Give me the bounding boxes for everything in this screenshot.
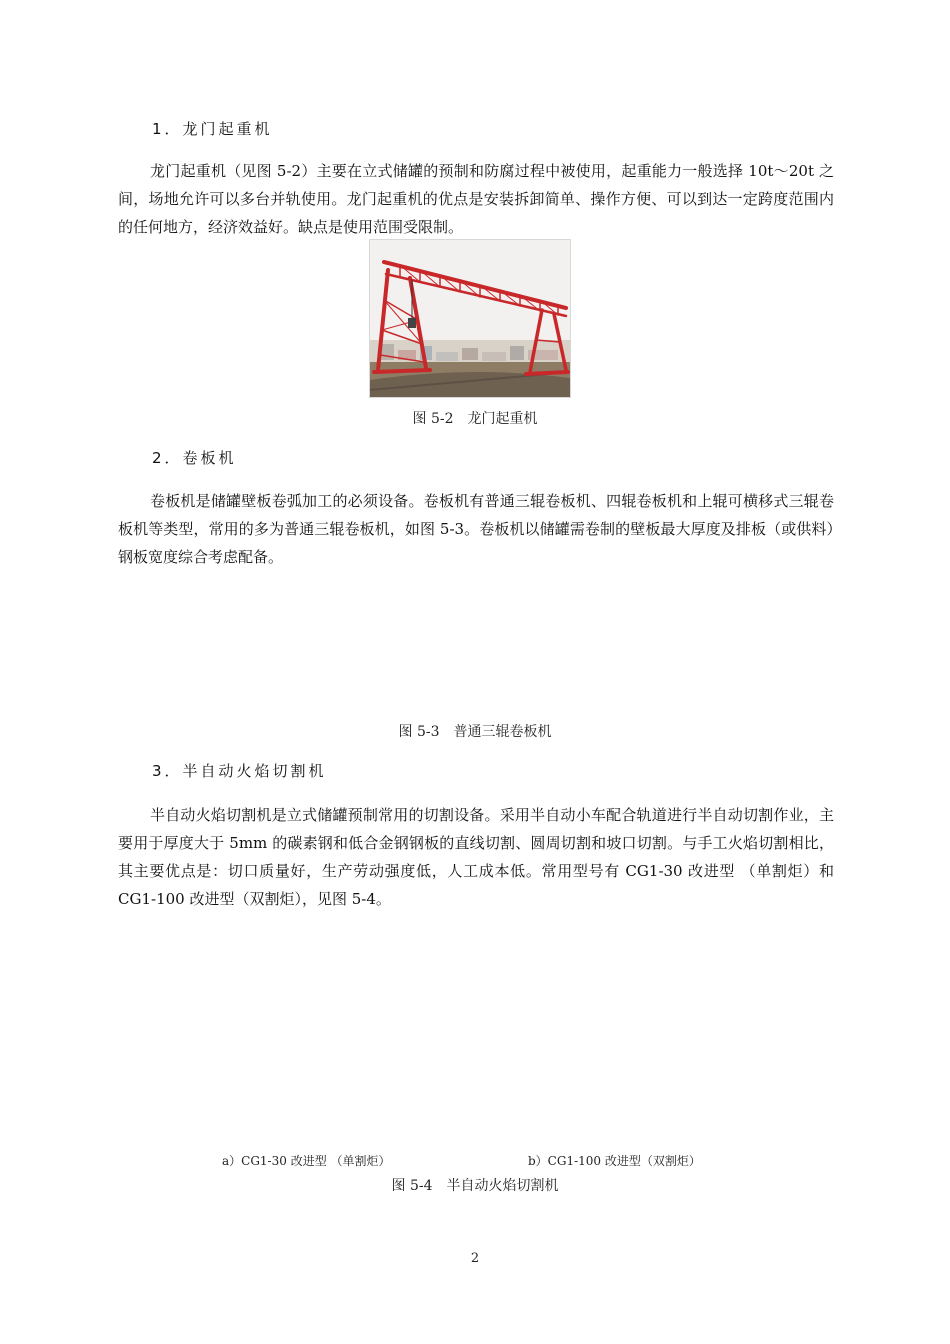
gantry-crane-illustration — [370, 240, 570, 397]
section-heading-plate-rolling-machine: 2．卷板机 — [152, 449, 237, 467]
figure-caption-5-3: 图 5-3 普通三辊卷板机 — [398, 724, 552, 740]
subfigure-caption-a: a）CG1-30 改进型 （单割炬） — [222, 1154, 391, 1168]
section-heading-gantry-crane: 1．龙门起重机 — [152, 120, 273, 138]
section-heading-flame-cutting-machine: 3．半自动火焰切割机 — [152, 762, 327, 780]
figure-caption-5-4: 图 5-4 半自动火焰切割机 — [391, 1178, 559, 1194]
subfigure-caption-b: b）CG1-100 改进型（双割炬） — [528, 1154, 701, 1168]
paragraph-gantry-crane: 龙门起重机（见图 5-2）主要在立式储罐的预制和防腐过程中被使用，起重能力一般选择 10t～20t 之间，场地允许可以多台并轨使用。龙门起重机的优点是安装拆卸简单、操作方便、可以到达一定跨度范围内的任何地方，经济效益好。缺点是使用范围受限制。 — [118, 162, 834, 236]
figure-gantry-crane-photo — [369, 239, 571, 398]
figure-caption-5-2: 图 5-2 龙门起重机 — [412, 411, 538, 427]
page-number: 2 — [470, 1251, 480, 1266]
paragraph-flame-cutting-machine: 半自动火焰切割机是立式储罐预制常用的切割设备。采用半自动小车配合轨道进行半自动切割作业，主要用于厚度大于 5mm 的碳素钢和低合金钢钢板的直线切割、圆周切割和坡口切割。与手工火焰切割相比，其主要优点是：切口质量好，生产劳动强度低，人工成本低。常用型号有 CG1-30 改进型 （单割炬）和 CG1-100 改进型（双割炬），见图 5-4。 — [118, 806, 834, 908]
paragraph-plate-rolling-machine: 卷板机是储罐壁板卷弧加工的必须设备。卷板机有普通三辊卷板机、四辊卷板机和上辊可横移式三辊卷板机等类型，常用的多为普通三辊卷板机，如图 5-3。卷板机以储罐需卷制的壁板最大厚度及排板（或供料）钢板宽度综合考虑配备。 — [118, 492, 834, 566]
